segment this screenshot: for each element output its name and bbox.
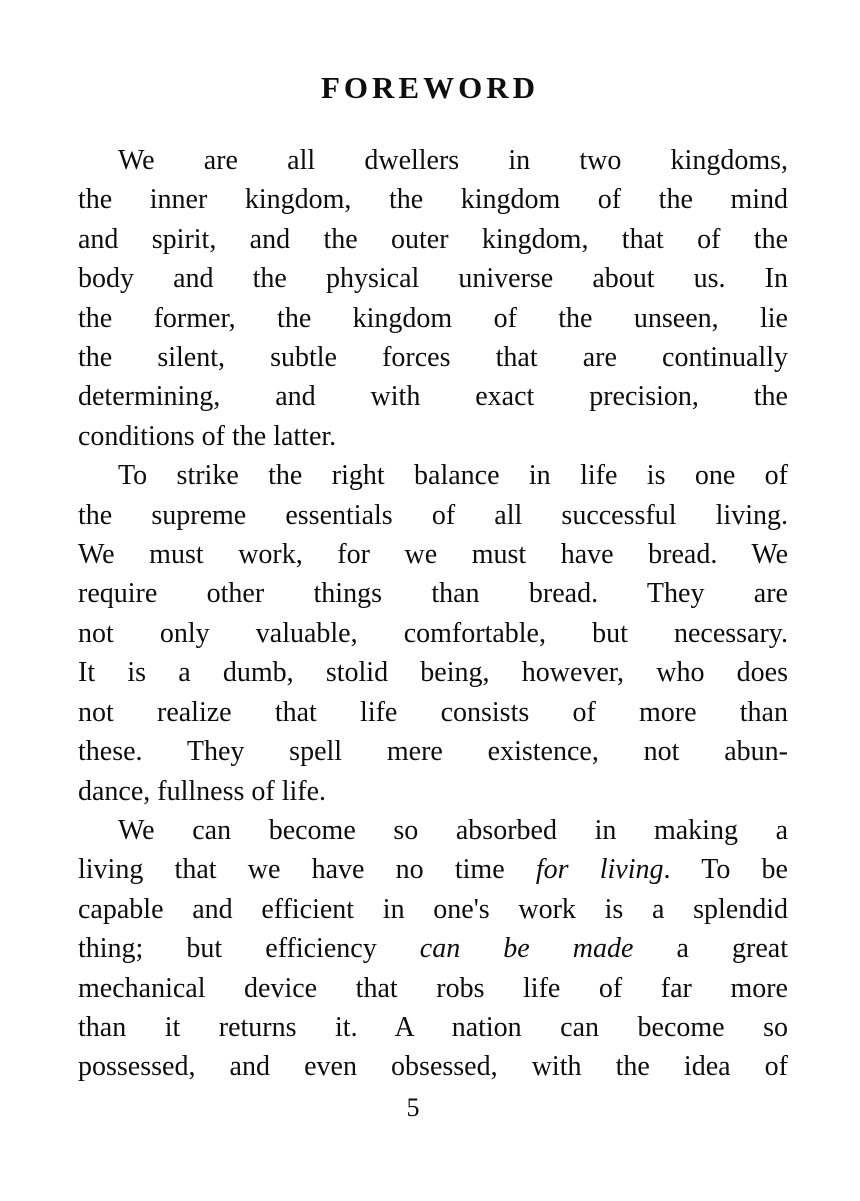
paragraph-3 xyxy=(78,811,788,1087)
text-line: mechanical device that robs life of far more xyxy=(78,972,788,1004)
text-line: not only valuable, comfortable, but necessary. xyxy=(78,617,788,649)
text-line: conditions of the latter. xyxy=(78,420,337,452)
text-line: not realize that life consists of more than xyxy=(78,696,788,728)
text-line: the silent, subtle forces that are continually xyxy=(78,342,788,374)
text-line: capable and efficient in one's work is a splendid xyxy=(78,893,788,925)
text-segment: a great xyxy=(633,933,789,965)
text-line: the inner kingdom, the kingdom of the mind xyxy=(78,184,788,216)
text-segment: . To be xyxy=(663,854,788,886)
text-line: dance, fullness of life. xyxy=(78,775,327,807)
text-line: the supreme essentials of all successful living. xyxy=(78,499,788,531)
text-column xyxy=(78,141,788,1087)
text-line xyxy=(78,850,788,889)
page-title: FOREWORD xyxy=(321,70,539,105)
text-line: possessed, and even obsessed, with the idea of xyxy=(78,1051,788,1083)
page-number: 5 xyxy=(406,1093,420,1122)
text-line: To strike the right balance in life is one of xyxy=(118,460,788,492)
paragraph-2 xyxy=(78,456,788,811)
text-line: It is a dumb, stolid being, however, who does xyxy=(78,657,788,689)
text-line: We are all dwellers in two kingdoms, xyxy=(118,145,788,176)
text-line: and spirit, and the outer kingdom, that of the xyxy=(78,223,788,255)
text-line: We must work, for we must have bread. We xyxy=(78,539,788,571)
italic-phrase: can be made xyxy=(419,933,634,965)
text-line: body and the physical universe about us. In xyxy=(78,263,788,295)
text-line: require other things than bread. They are xyxy=(78,578,788,610)
text-segment: thing; but efficiency xyxy=(78,933,420,965)
text-line: than it returns it. A nation can become so xyxy=(78,1011,788,1043)
text-segment: living that we have no time xyxy=(78,854,536,886)
text-line: these. They spell mere existence, not abun- xyxy=(78,736,788,768)
text-line: the former, the kingdom of the unseen, lie xyxy=(78,302,788,334)
italic-phrase: for living xyxy=(535,854,664,886)
text-line: determining, and with exact precision, the xyxy=(78,381,788,413)
paragraph-1 xyxy=(78,141,788,456)
text-line xyxy=(78,929,788,968)
text-line: We can become so absorbed in making a xyxy=(118,814,788,846)
